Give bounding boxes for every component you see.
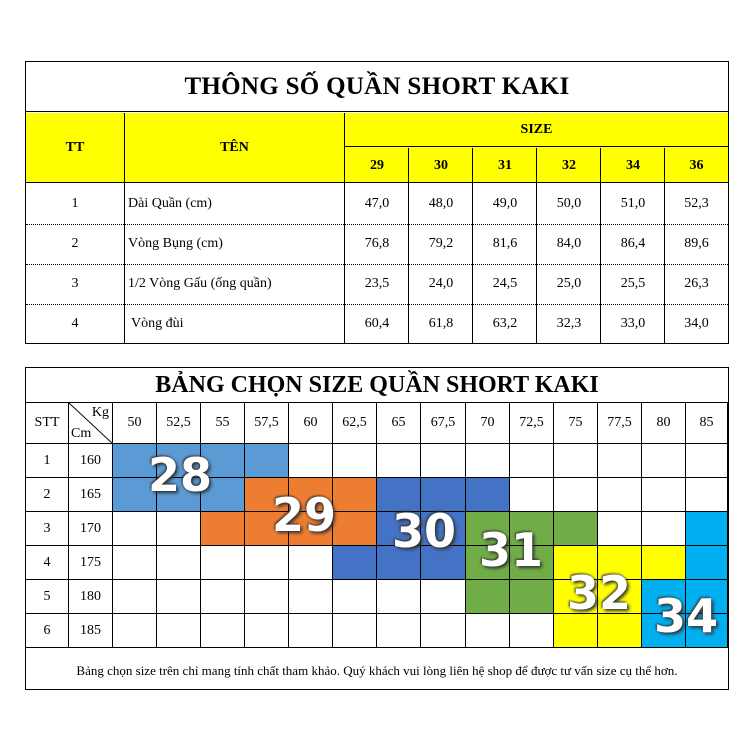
spec-value-cell: 34,0 — [684, 316, 709, 331]
weight-col-header: 80 — [642, 403, 686, 444]
size-cell — [598, 512, 642, 546]
unit-kg: Kg — [91, 405, 109, 420]
unit-cm: Cm — [71, 426, 92, 441]
size-cell — [289, 614, 333, 648]
size-cell — [333, 580, 377, 614]
size-cell — [333, 478, 377, 512]
spec-row-name: Vòng Bụng (cm) — [128, 236, 223, 251]
size-29-label: 29 — [272, 488, 337, 542]
size-cell — [421, 444, 466, 478]
size-cell — [554, 478, 598, 512]
spec-row-name: 1/2 Vòng Gấu (ống quần) — [128, 276, 272, 291]
row-stt: 3 — [26, 512, 69, 546]
size-cell — [377, 614, 421, 648]
spec-value-cell: 26,3 — [684, 276, 709, 291]
row-height: 185 — [69, 614, 113, 648]
size-cell — [157, 580, 201, 614]
col-tt-header: TT — [65, 140, 85, 155]
size-cell — [554, 512, 598, 546]
spec-table-title: THÔNG SỐ QUẦN SHORT KAKI — [26, 62, 728, 112]
size-cell — [333, 546, 377, 580]
size-cell — [598, 478, 642, 512]
size-30-label: 30 — [392, 504, 457, 558]
size-cell — [377, 444, 421, 478]
spec-row-tt: 1 — [71, 196, 79, 211]
spec-value-cell: 32,3 — [556, 316, 582, 331]
size-cell — [466, 444, 510, 478]
spec-value-cell: 79,2 — [428, 236, 454, 251]
spec-value-cell: 51,0 — [620, 196, 646, 211]
spec-value-cell: 24,0 — [428, 276, 454, 291]
row-stt: 1 — [26, 444, 69, 478]
row-stt: 2 — [26, 478, 69, 512]
size-32-label: 32 — [567, 566, 632, 620]
weight-col-header: 62,5 — [333, 403, 377, 444]
size-col-header: 32 — [562, 157, 576, 173]
size-cell — [510, 614, 554, 648]
spec-value-cell: 24,5 — [492, 276, 518, 291]
size-cell — [686, 546, 728, 580]
size-cell — [289, 546, 333, 580]
spec-row-tt: 2 — [71, 236, 79, 251]
size-cell — [333, 512, 377, 546]
spec-value-cell: 76,8 — [364, 236, 390, 251]
weight-col-header: 67,5 — [421, 403, 466, 444]
weight-col-header: 57,5 — [245, 403, 289, 444]
spec-row-name: Vòng đùi — [131, 316, 184, 331]
spec-row-tt: 4 — [71, 316, 79, 331]
spec-value-cell: 23,5 — [364, 276, 390, 291]
size-34-label: 34 — [654, 589, 719, 643]
size-cell — [201, 546, 245, 580]
size-cell — [642, 546, 686, 580]
row-stt: 5 — [26, 580, 69, 614]
size-cell — [245, 546, 289, 580]
size-cell — [245, 580, 289, 614]
spec-value-cell: 50,0 — [556, 196, 582, 211]
spec-value-cell: 52,3 — [684, 196, 709, 211]
weight-col-header: 75 — [554, 403, 598, 444]
spec-value-cell: 81,6 — [492, 236, 518, 251]
size-cell — [245, 444, 289, 478]
col-name-header: TÊN — [220, 140, 249, 155]
size-cell — [686, 478, 728, 512]
unit-header — [69, 403, 113, 444]
spec-value-cell: 25,0 — [556, 276, 582, 291]
size-cell — [466, 580, 510, 614]
spec-row-tt: 3 — [71, 276, 79, 291]
size-col-header: 34 — [626, 157, 640, 173]
size-cell — [201, 580, 245, 614]
weight-col-header: 72,5 — [510, 403, 554, 444]
spec-value-cell: 25,5 — [620, 276, 646, 291]
size-cell — [686, 444, 728, 478]
size-cell — [201, 512, 245, 546]
weight-col-header: 50 — [113, 403, 157, 444]
size-cell — [554, 444, 598, 478]
size-cell — [289, 444, 333, 478]
size-cell — [377, 580, 421, 614]
size-cell — [466, 614, 510, 648]
size-cell — [157, 512, 201, 546]
size-col-header: 29 — [370, 157, 384, 173]
spec-value-cell: 84,0 — [556, 236, 582, 251]
spec-value-cell: 60,4 — [364, 316, 390, 331]
weight-col-header: 77,5 — [598, 403, 642, 444]
weight-col-header: 70 — [466, 403, 510, 444]
size-28-label: 28 — [148, 448, 213, 502]
size-cell — [421, 614, 466, 648]
row-stt: 4 — [26, 546, 69, 580]
size-cell — [510, 580, 554, 614]
weight-col-header: 65 — [377, 403, 421, 444]
weight-col-header: 60 — [289, 403, 333, 444]
size-cell — [598, 444, 642, 478]
spec-value-cell: 86,4 — [620, 236, 646, 251]
size-cell — [466, 478, 510, 512]
size-cell — [113, 512, 157, 546]
row-height: 180 — [69, 580, 113, 614]
size-cell — [245, 614, 289, 648]
size-cell — [686, 512, 728, 546]
size-cell — [642, 512, 686, 546]
size-cell — [510, 444, 554, 478]
spec-value-cell: 61,8 — [428, 316, 454, 331]
size-cell — [113, 614, 157, 648]
size-cell — [289, 580, 333, 614]
size-cell — [333, 614, 377, 648]
row-height: 165 — [69, 478, 113, 512]
col-stt-header: STT — [26, 403, 69, 444]
weight-col-header: 55 — [201, 403, 245, 444]
size-chart-title: BẢNG CHỌN SIZE QUẦN SHORT KAKI — [26, 368, 728, 403]
size-cell — [157, 546, 201, 580]
spec-value-cell: 47,0 — [364, 196, 390, 211]
size-cell — [201, 614, 245, 648]
size-cell — [421, 580, 466, 614]
size-chart — [25, 367, 729, 690]
spec-row-name: Dài Quần (cm) — [128, 196, 212, 211]
size-cell — [642, 444, 686, 478]
size-cell — [113, 546, 157, 580]
spec-value-cell: 48,0 — [428, 196, 454, 211]
spec-table — [25, 61, 729, 344]
spec-value-cell: 89,6 — [684, 236, 709, 251]
size-col-header: 30 — [434, 157, 448, 173]
row-stt: 6 — [26, 614, 69, 648]
size-chart-note: Bảng chọn size trên chỉ mang tính chất tham khảo. Quý khách vui lòng liên hệ shop để được tư vấn size cụ thể hơn. — [76, 663, 678, 678]
spec-value-cell: 49,0 — [492, 196, 518, 211]
spec-value-cell: 33,0 — [620, 316, 646, 331]
row-height: 175 — [69, 546, 113, 580]
size-cell — [113, 580, 157, 614]
size-cell — [157, 614, 201, 648]
spec-value-cell: 63,2 — [492, 316, 518, 331]
size-cell — [333, 444, 377, 478]
size-col-header: 31 — [498, 157, 512, 173]
row-height: 170 — [69, 512, 113, 546]
col-size-header: SIZE — [345, 113, 728, 147]
size-cell — [510, 478, 554, 512]
row-height: 160 — [69, 444, 113, 478]
weight-col-header: 52,5 — [157, 403, 201, 444]
size-col-header: 36 — [689, 157, 704, 173]
size-cell — [642, 478, 686, 512]
weight-col-header: 85 — [686, 403, 728, 444]
size-31-label: 31 — [479, 523, 544, 577]
